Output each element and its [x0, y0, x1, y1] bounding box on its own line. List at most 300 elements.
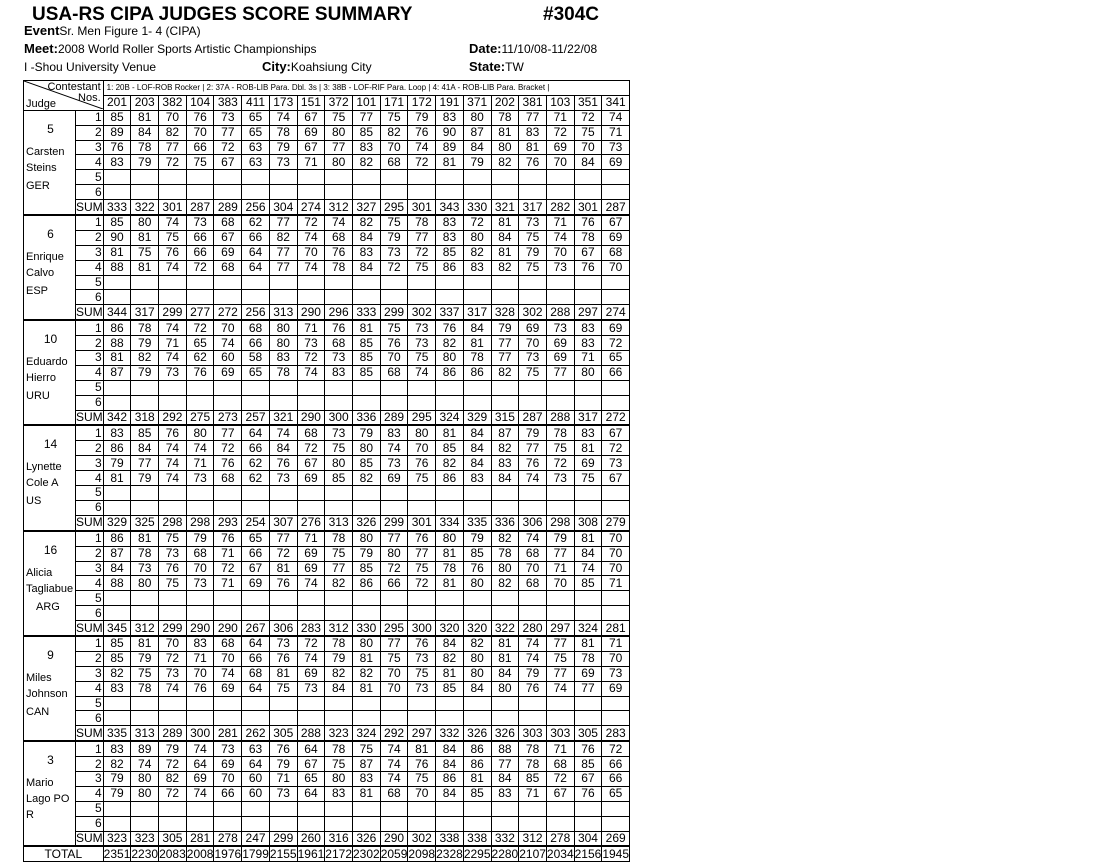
score-cell: 75 — [408, 260, 436, 275]
figure-number: 1 — [76, 531, 104, 546]
score-cell — [602, 711, 630, 726]
score-cell: 77 — [519, 441, 547, 456]
score-cell: 80 — [463, 230, 491, 245]
score-cell: 63 — [242, 140, 270, 155]
score-row — [24, 140, 630, 155]
contestant-number: 411 — [242, 95, 270, 110]
score-row — [24, 125, 630, 140]
total-cell: 2059 — [380, 846, 408, 861]
score-cell: 74 — [380, 771, 408, 786]
score-cell — [269, 816, 297, 831]
score-cell: 74 — [380, 741, 408, 756]
score-cell: 69 — [214, 245, 242, 260]
score-cell: 70 — [214, 320, 242, 335]
score-cell: 89 — [436, 140, 464, 155]
score-cell — [214, 290, 242, 305]
score-cell — [159, 711, 187, 726]
score-cell: 77 — [546, 546, 574, 561]
total-cell: 2034 — [546, 846, 574, 861]
score-cell: 79 — [159, 741, 187, 756]
score-cell: 72 — [214, 561, 242, 576]
score-cell: 83 — [491, 786, 519, 801]
score-cell: 83 — [325, 365, 353, 380]
score-cell: 62 — [242, 471, 270, 486]
header-row-contestants — [24, 95, 630, 110]
score-cell — [546, 711, 574, 726]
score-cell — [574, 395, 602, 410]
score-cell: 66 — [380, 576, 408, 591]
score-cell: 81 — [353, 786, 381, 801]
score-cell — [408, 395, 436, 410]
score-row — [24, 110, 630, 125]
score-cell: 76 — [463, 561, 491, 576]
figure-number: 6 — [76, 816, 104, 831]
score-cell: 79 — [269, 757, 297, 772]
score-cell: 86 — [463, 365, 491, 380]
score-cell: 83 — [463, 260, 491, 275]
score-cell: 86 — [103, 320, 131, 335]
score-cell — [353, 380, 381, 395]
header-row-figures — [24, 81, 630, 96]
figure-number: 4 — [76, 260, 104, 275]
score-cell: 85 — [353, 336, 381, 351]
judge-name: Miles — [26, 671, 52, 684]
score-cell — [574, 380, 602, 395]
score-cell: 79 — [131, 365, 159, 380]
score-cell: 85 — [519, 771, 547, 786]
score-cell: 76 — [186, 681, 214, 696]
score-cell — [242, 606, 270, 621]
score-cell: 74 — [186, 741, 214, 756]
score-cell: 64 — [186, 757, 214, 772]
sum-cell: 317 — [463, 305, 491, 320]
figure-number: 5 — [76, 591, 104, 606]
score-cell: 76 — [574, 215, 602, 230]
sum-cell: 290 — [297, 410, 325, 425]
sum-cell: 305 — [269, 726, 297, 741]
score-cell: 71 — [546, 741, 574, 756]
score-cell: 76 — [408, 456, 436, 471]
score-cell: 65 — [602, 786, 630, 801]
score-cell — [297, 696, 325, 711]
score-cell — [546, 816, 574, 831]
score-cell: 74 — [131, 757, 159, 772]
sum-cell: 254 — [242, 515, 270, 530]
score-cell — [353, 500, 381, 515]
score-cell: 88 — [103, 336, 131, 351]
score-cell: 75 — [519, 260, 547, 275]
score-cell: 79 — [353, 425, 381, 440]
score-cell — [463, 185, 491, 200]
score-cell — [297, 591, 325, 606]
score-cell: 84 — [103, 561, 131, 576]
score-cell: 78 — [463, 351, 491, 366]
score-cell: 72 — [159, 786, 187, 801]
score-cell — [602, 606, 630, 621]
sum-cell: 330 — [353, 621, 381, 636]
score-cell: 76 — [574, 741, 602, 756]
score-cell — [159, 606, 187, 621]
score-cell — [491, 290, 519, 305]
sum-cell: 289 — [159, 726, 187, 741]
score-cell: 83 — [103, 741, 131, 756]
figure-number: 5 — [76, 380, 104, 395]
sum-cell: 338 — [436, 831, 464, 846]
score-cell: 64 — [297, 786, 325, 801]
score-cell — [574, 711, 602, 726]
score-cell — [297, 816, 325, 831]
score-cell — [297, 275, 325, 290]
score-cell: 84 — [269, 441, 297, 456]
score-cell: 74 — [602, 110, 630, 125]
score-cell: 79 — [463, 155, 491, 170]
contestant-number: 202 — [491, 95, 519, 110]
score-cell — [325, 591, 353, 606]
score-cell: 74 — [214, 666, 242, 681]
score-cell: 66 — [242, 546, 270, 561]
judge-label: Judge — [26, 97, 56, 110]
score-cell: 66 — [242, 441, 270, 456]
score-cell: 75 — [269, 681, 297, 696]
score-cell — [131, 816, 159, 831]
score-cell — [574, 816, 602, 831]
score-cell — [519, 816, 547, 831]
city-value: Koahsiung City — [290, 60, 372, 74]
score-cell: 82 — [491, 531, 519, 546]
score-cell: 71 — [269, 771, 297, 786]
total-cell: 2008 — [186, 846, 214, 861]
sum-cell: 328 — [491, 305, 519, 320]
score-cell — [214, 185, 242, 200]
score-cell: 71 — [602, 636, 630, 651]
score-cell: 73 — [602, 140, 630, 155]
score-cell: 69 — [380, 471, 408, 486]
score-cell — [103, 816, 131, 831]
score-cell: 74 — [159, 471, 187, 486]
sum-cell: 315 — [491, 410, 519, 425]
figure-number: 2 — [76, 230, 104, 245]
score-cell: 73 — [269, 786, 297, 801]
judge-name: Mario — [26, 777, 54, 790]
score-cell: 79 — [408, 110, 436, 125]
score-cell: 68 — [214, 260, 242, 275]
score-cell — [131, 290, 159, 305]
score-cell — [519, 711, 547, 726]
score-row — [24, 561, 630, 576]
score-cell: 76 — [408, 125, 436, 140]
score-cell: 79 — [131, 471, 159, 486]
score-cell: 74 — [159, 456, 187, 471]
sum-cell: 323 — [131, 831, 159, 846]
score-cell: 68 — [325, 336, 353, 351]
score-cell — [408, 500, 436, 515]
score-cell: 82 — [353, 666, 381, 681]
score-cell: 72 — [408, 155, 436, 170]
figure-number: 5 — [76, 170, 104, 185]
sum-label: SUM — [76, 410, 103, 425]
total-cell: 1945 — [602, 846, 630, 861]
score-cell: 81 — [408, 741, 436, 756]
score-row — [24, 591, 630, 606]
total-cell: 2280 — [491, 846, 519, 861]
score-cell: 83 — [436, 230, 464, 245]
score-table — [23, 80, 630, 862]
judge-country: ESP — [26, 285, 49, 298]
score-cell: 77 — [269, 531, 297, 546]
score-cell: 85 — [463, 546, 491, 561]
meet-line — [24, 40, 317, 58]
score-cell: 89 — [103, 125, 131, 140]
score-cell: 78 — [325, 636, 353, 651]
score-cell: 81 — [436, 666, 464, 681]
score-cell — [103, 591, 131, 606]
contestant-number: 382 — [159, 95, 187, 110]
score-cell: 77 — [574, 681, 602, 696]
score-cell: 80 — [491, 140, 519, 155]
score-cell — [103, 486, 131, 501]
score-cell: 75 — [408, 561, 436, 576]
score-cell — [519, 380, 547, 395]
score-cell: 80 — [353, 441, 381, 456]
sum-cell: 303 — [546, 726, 574, 741]
score-cell — [491, 170, 519, 185]
score-cell: 58 — [242, 351, 270, 366]
contestant-number: 191 — [436, 95, 464, 110]
total-cell: 2230 — [131, 846, 159, 861]
score-cell — [353, 185, 381, 200]
sum-cell: 278 — [546, 831, 574, 846]
sum-cell: 288 — [546, 410, 574, 425]
score-cell — [131, 801, 159, 816]
figure-number: 3 — [76, 561, 104, 576]
sum-cell: 345 — [103, 621, 131, 636]
sum-cell: 324 — [353, 726, 381, 741]
score-cell: 68 — [297, 425, 325, 440]
score-cell — [186, 816, 214, 831]
document-number: #304C — [543, 4, 599, 25]
score-cell: 68 — [242, 320, 270, 335]
sum-row — [24, 515, 630, 530]
score-cell: 75 — [408, 351, 436, 366]
sum-cell: 302 — [519, 305, 547, 320]
score-cell — [436, 606, 464, 621]
score-cell — [325, 486, 353, 501]
score-cell: 68 — [214, 215, 242, 230]
sum-cell: 289 — [380, 410, 408, 425]
score-cell: 82 — [131, 351, 159, 366]
sum-cell: 321 — [269, 410, 297, 425]
score-cell: 77 — [380, 636, 408, 651]
score-cell: 75 — [131, 245, 159, 260]
score-cell: 79 — [269, 140, 297, 155]
score-cell: 78 — [519, 757, 547, 772]
score-cell — [602, 816, 630, 831]
score-cell: 73 — [325, 351, 353, 366]
score-cell — [186, 486, 214, 501]
score-cell — [297, 290, 325, 305]
score-cell: 62 — [242, 456, 270, 471]
score-cell: 82 — [436, 651, 464, 666]
score-cell — [131, 275, 159, 290]
score-row — [24, 471, 630, 486]
score-row — [24, 696, 630, 711]
score-cell — [297, 380, 325, 395]
judge-number: 10 — [43, 332, 58, 347]
score-cell: 69 — [297, 125, 325, 140]
score-cell: 73 — [408, 320, 436, 335]
score-cell: 64 — [242, 681, 270, 696]
sum-cell: 297 — [574, 305, 602, 320]
score-cell: 68 — [519, 576, 547, 591]
score-cell: 81 — [436, 155, 464, 170]
score-cell — [546, 380, 574, 395]
judge-name: Calvo — [26, 267, 55, 280]
score-cell: 72 — [297, 215, 325, 230]
score-cell: 64 — [242, 757, 270, 772]
score-cell: 76 — [574, 786, 602, 801]
score-cell: 70 — [519, 561, 547, 576]
total-cell: 1799 — [242, 846, 269, 861]
score-cell — [380, 696, 408, 711]
score-cell: 74 — [297, 260, 325, 275]
score-cell: 75 — [159, 531, 187, 546]
score-cell: 80 — [463, 666, 491, 681]
event-value: Sr. Men Figure 1- 4 (CIPA) — [59, 24, 201, 38]
score-cell: 83 — [103, 425, 131, 440]
score-cell — [602, 380, 630, 395]
sum-cell: 290 — [186, 621, 214, 636]
score-cell: 65 — [242, 110, 270, 125]
nos-label: Nos. — [78, 92, 101, 104]
score-cell — [353, 486, 381, 501]
judge-name: Carsten — [26, 145, 65, 158]
judge-name: Hierro — [26, 372, 56, 385]
score-cell: 85 — [436, 681, 464, 696]
sum-cell: 299 — [159, 305, 187, 320]
score-cell — [297, 395, 325, 410]
score-cell: 67 — [297, 140, 325, 155]
score-cell: 80 — [131, 576, 159, 591]
score-cell: 79 — [325, 651, 353, 666]
score-cell: 83 — [353, 140, 381, 155]
score-cell — [519, 395, 547, 410]
sum-cell: 306 — [519, 515, 547, 530]
score-cell — [269, 290, 297, 305]
score-cell — [408, 185, 436, 200]
score-cell: 71 — [297, 320, 325, 335]
score-cell: 69 — [186, 771, 214, 786]
score-cell: 88 — [491, 741, 519, 756]
score-row — [24, 636, 630, 651]
score-cell: 81 — [436, 576, 464, 591]
score-cell: 67 — [297, 456, 325, 471]
score-cell — [380, 500, 408, 515]
sum-label: SUM — [76, 304, 103, 319]
sum-cell: 320 — [436, 621, 464, 636]
sum-cell: 302 — [408, 831, 436, 846]
sum-cell: 323 — [325, 726, 353, 741]
score-cell: 70 — [380, 140, 408, 155]
score-row — [24, 336, 630, 351]
score-cell — [214, 500, 242, 515]
sum-cell: 330 — [463, 200, 491, 215]
score-cell — [269, 711, 297, 726]
score-row — [24, 170, 630, 185]
score-cell — [325, 170, 353, 185]
score-cell: 76 — [159, 561, 187, 576]
judge-info-cell — [24, 531, 76, 636]
score-cell — [380, 395, 408, 410]
score-cell — [103, 395, 131, 410]
score-cell: 75 — [408, 471, 436, 486]
report-title: USA-RS CIPA JUDGES SCORE SUMMARY — [32, 4, 413, 25]
score-cell — [491, 801, 519, 816]
score-cell — [353, 275, 381, 290]
score-cell: 74 — [297, 230, 325, 245]
score-cell: 68 — [380, 365, 408, 380]
total-cell: 2155 — [269, 846, 297, 861]
score-cell: 72 — [214, 140, 242, 155]
sum-cell: 329 — [103, 515, 131, 530]
sum-cell: 279 — [602, 515, 630, 530]
score-cell: 78 — [519, 741, 547, 756]
score-cell: 75 — [380, 320, 408, 335]
sum-cell: 298 — [546, 515, 574, 530]
score-cell: 72 — [159, 651, 187, 666]
score-cell: 84 — [325, 681, 353, 696]
score-cell: 73 — [159, 546, 187, 561]
sum-cell: 332 — [436, 726, 464, 741]
score-cell — [159, 816, 187, 831]
figure-number: 5 — [76, 486, 104, 501]
score-cell: 71 — [297, 155, 325, 170]
score-cell: 74 — [186, 441, 214, 456]
score-cell — [186, 801, 214, 816]
score-cell: 85 — [131, 425, 159, 440]
score-cell: 66 — [186, 230, 214, 245]
figure-number: 6 — [76, 711, 104, 726]
score-cell — [463, 591, 491, 606]
score-cell — [602, 395, 630, 410]
score-cell: 75 — [380, 215, 408, 230]
score-cell: 81 — [269, 666, 297, 681]
score-cell: 82 — [103, 757, 131, 772]
score-cell: 72 — [380, 561, 408, 576]
score-cell: 83 — [269, 351, 297, 366]
contestant-number: 381 — [519, 95, 547, 110]
sum-cell: 313 — [325, 515, 353, 530]
score-cell — [546, 185, 574, 200]
score-cell: 86 — [463, 741, 491, 756]
score-cell: 74 — [159, 351, 187, 366]
score-cell: 71 — [186, 651, 214, 666]
sum-cell: 262 — [242, 726, 270, 741]
judge-info-cell — [24, 110, 76, 215]
score-cell — [214, 591, 242, 606]
score-cell — [436, 500, 464, 515]
score-cell — [103, 696, 131, 711]
sum-cell: 304 — [574, 831, 602, 846]
score-cell: 73 — [519, 215, 547, 230]
score-cell: 65 — [297, 771, 325, 786]
sum-label: SUM — [76, 725, 103, 740]
score-cell: 75 — [519, 230, 547, 245]
sum-cell: 324 — [436, 410, 464, 425]
score-cell: 84 — [131, 441, 159, 456]
judge-country: ARG — [36, 600, 60, 613]
sum-cell: 287 — [186, 200, 214, 215]
score-cell: 79 — [131, 336, 159, 351]
